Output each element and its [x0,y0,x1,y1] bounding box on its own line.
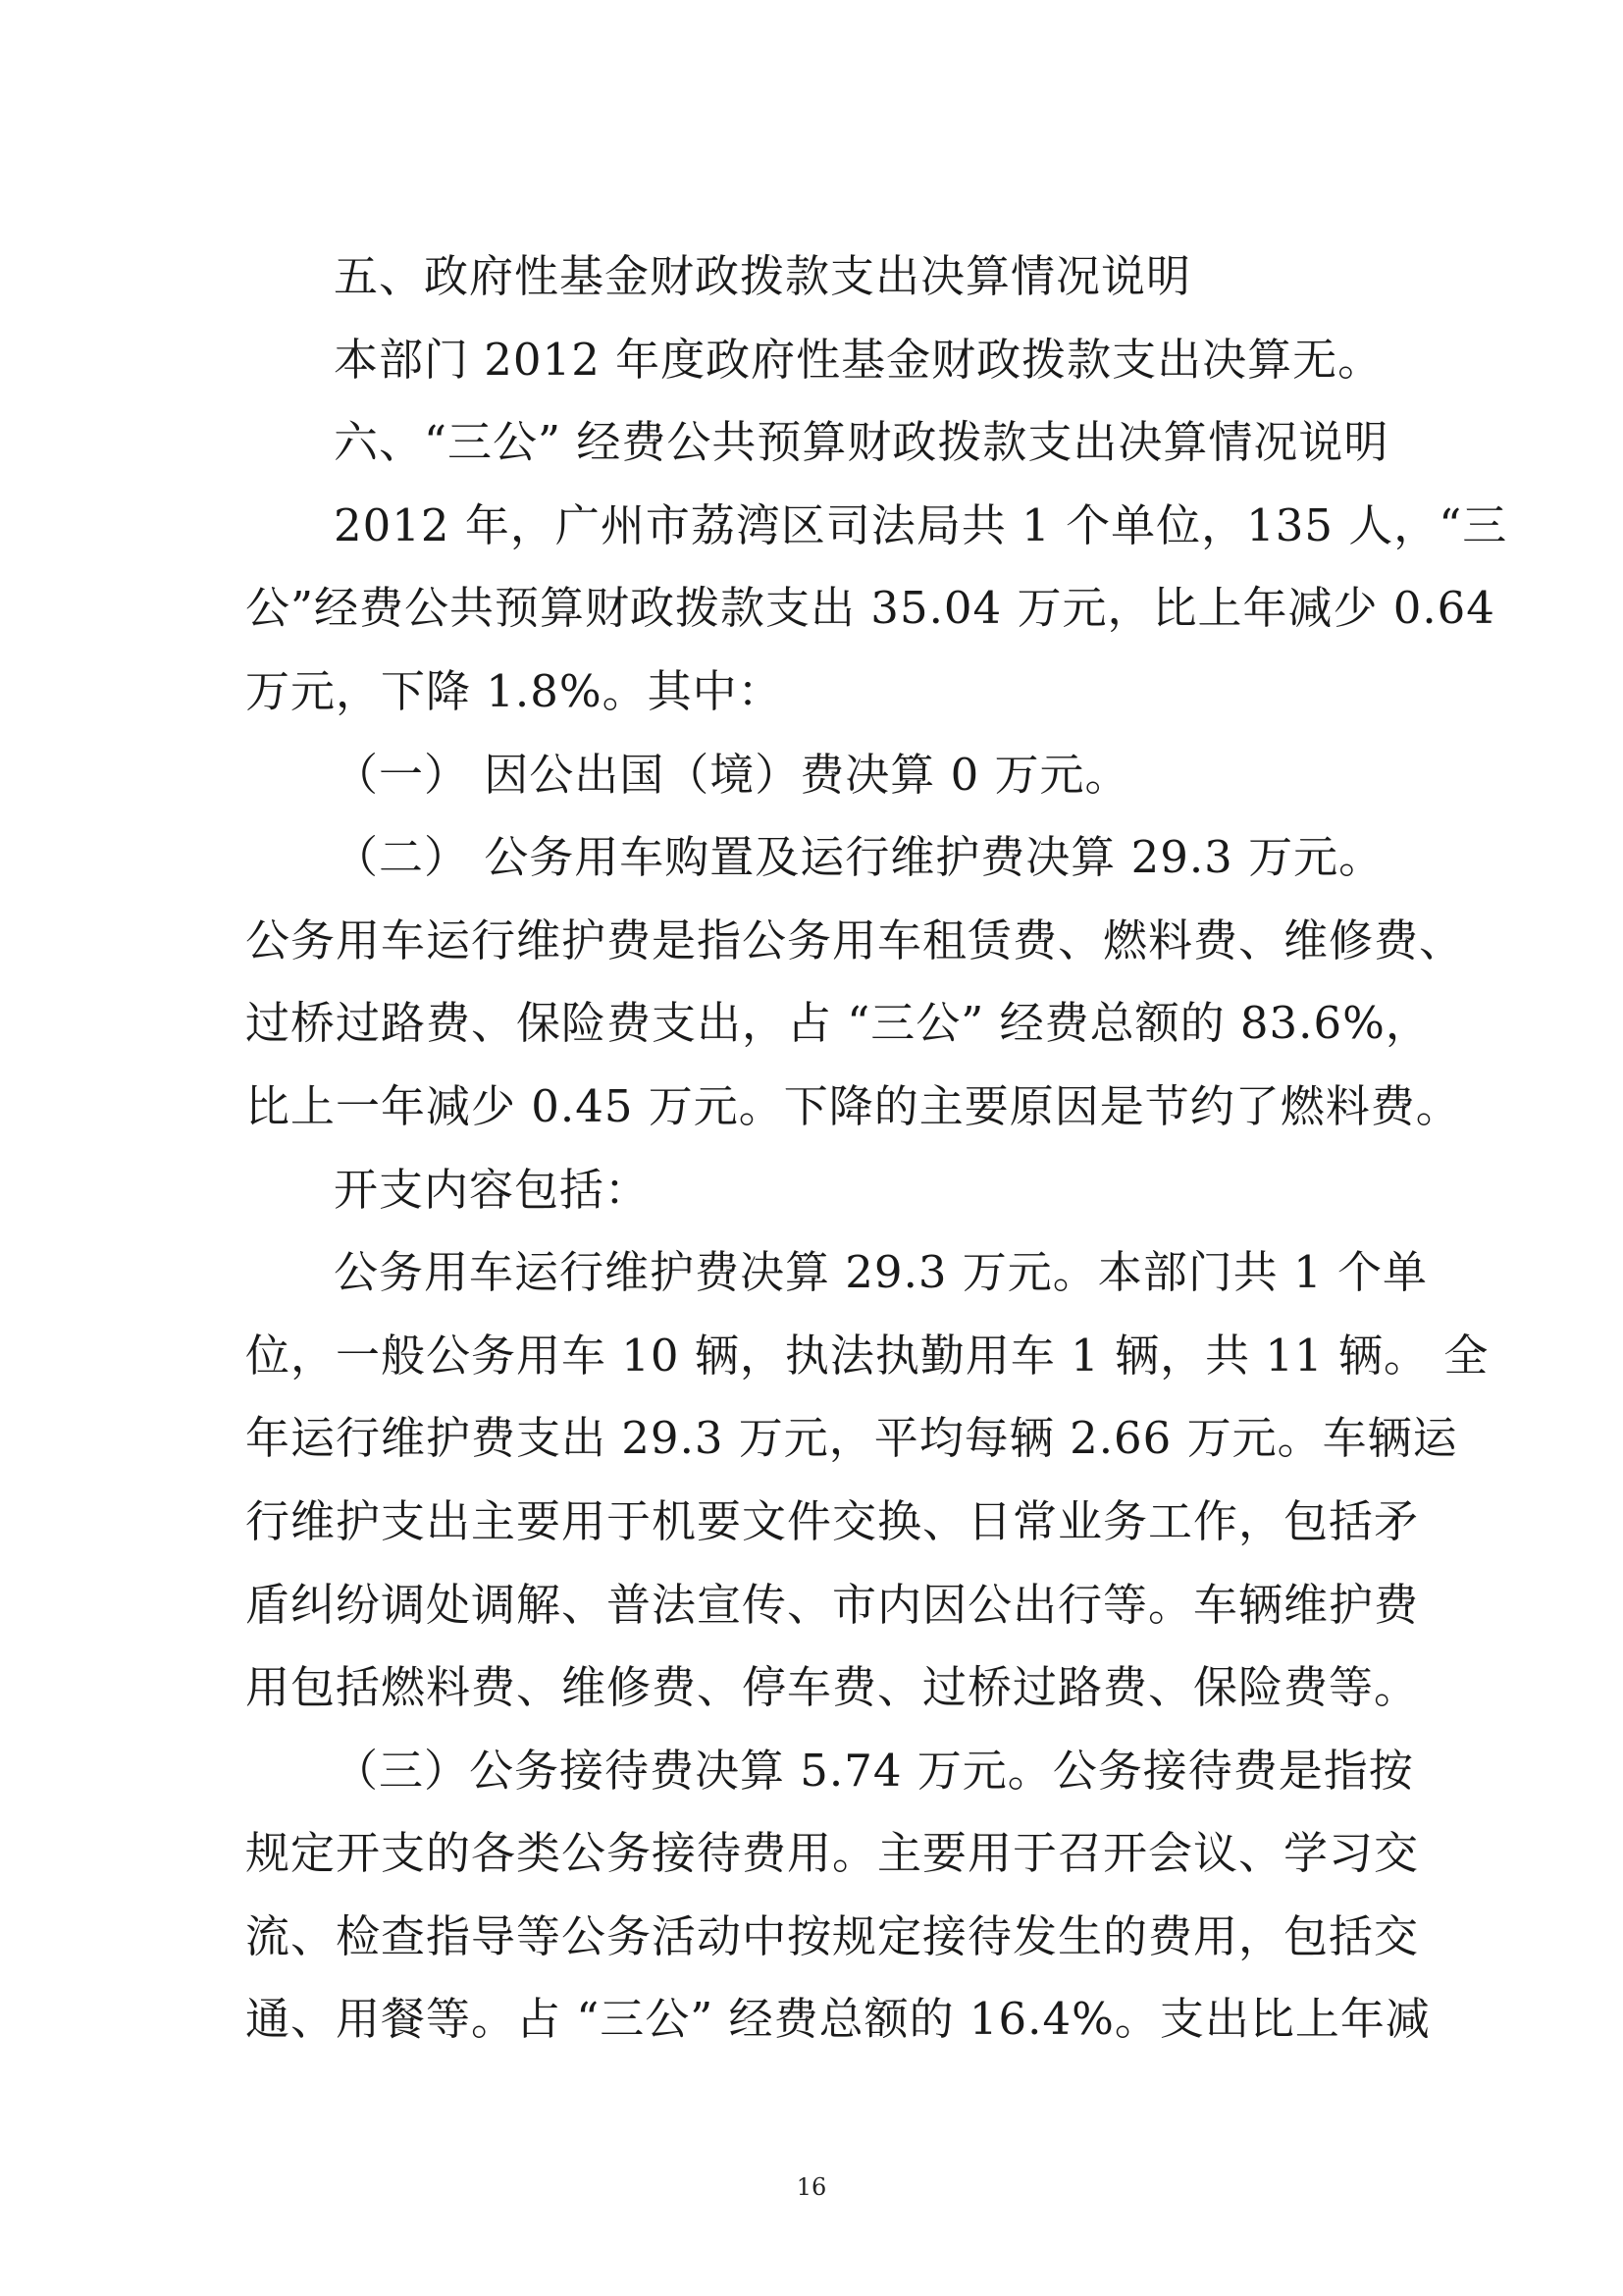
paragraph-line: 比上一年减少 0.45 万元。下降的主要原因是节约了燃料费。 [245,1079,1461,1132]
paragraph-line: 流、检查指导等公务活动中按规定接待发生的费用，包括交 [245,1909,1420,1962]
page-number: 16 [796,2173,827,2201]
paragraph-line: 本部门 2012 年度政府性基金财政拨款支出决算无。 [334,333,1384,386]
paragraph-line: 公务用车运行维护费是指公务用车租赁费、燃料费、维修费、 [245,913,1465,966]
paragraph-line: 行维护支出主要用于机要文件交换、日常业务工作，包括矛 [245,1494,1420,1547]
paragraph-line: 用包括燃料费、维修费、停车费、过桥过路费、保险费等。 [245,1661,1420,1714]
list-item-3: （三）公务接待费决算 5.74 万元。公务接待费是指按 [334,1744,1414,1797]
paragraph-line: 万元，下降 1.8%。其中： [245,664,783,717]
paragraph-line: 规定开支的各类公务接待费用。主要用于召开会议、学习交 [245,1827,1420,1880]
paragraph-line: 位，一般公务用车 10 辆，执法执勤用车 1 辆，共 11 辆。 全 [245,1329,1490,1382]
paragraph-line: 公”经费公共预算财政拨款支出 35.04 万元，比上年减少 0.64 [245,582,1495,635]
paragraph-line: 公务用车运行维护费决算 29.3 万元。本部门共 1 个单 [334,1246,1429,1299]
section-heading-6: 六、“三公” 经费公共预算财政拨款支出决算情况说明 [334,416,1389,469]
paragraph-line: 盾纠纷调处调解、普法宣传、市内因公出行等。车辆维护费 [245,1578,1420,1631]
paragraph-line: 开支内容包括： [334,1163,651,1216]
paragraph-line: 过桥过路费、保险费支出，占 “三公” 经费总额的 83.6%， [245,997,1431,1050]
paragraph-line: 年运行维护费支出 29.3 万元，平均每辆 2.66 万元。车辆运 [245,1412,1458,1465]
list-item-1: （一） 因公出国（境）费决算 0 万元。 [334,748,1130,801]
paragraph-line: 通、用餐等。占 “三公” 经费总额的 16.4%。支出比上年减 [245,1993,1431,2046]
paragraph-line: 2012 年，广州市荔湾区司法局共 1 个单位，135 人，“三 [334,498,1508,551]
body-text [245,235,1508,2061]
list-item-2: （二） 公务用车购置及运行维护费决算 29.3 万元。 [334,831,1385,884]
section-heading-5: 五、政府性基金财政拨款支出决算情况说明 [334,250,1192,302]
